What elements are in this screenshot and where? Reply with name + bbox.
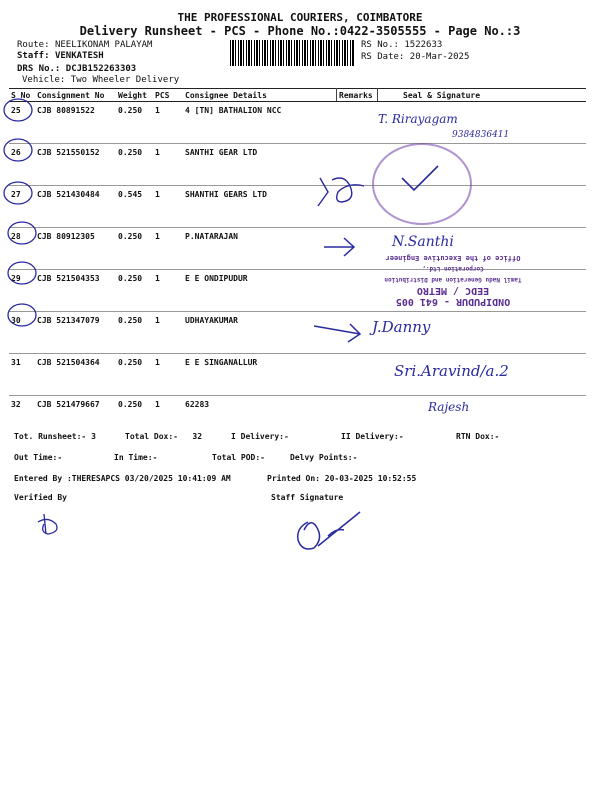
col-pcs: PCS	[153, 89, 183, 102]
row28-arrow	[320, 232, 360, 262]
i-delivery: I Delivery:-	[231, 432, 289, 441]
delvy-points: Delvy Points:-	[290, 453, 358, 462]
total-dox: Total Dox:- 32	[125, 432, 203, 441]
row30-signature: J.Danny	[372, 318, 431, 336]
table-row: 25 CJB 80891522 0.250 1 4 [TN] BATHALION NCC	[9, 102, 586, 144]
row32-signature: Rajesh	[428, 400, 470, 414]
table-row: 30 CJB 521347079 0.250 1 UDHAYAKUMAR	[9, 312, 586, 354]
stamp-line3: EEDC / METRO	[416, 285, 490, 296]
table-row: 31 CJB 521504364 0.250 1 E E SINGANALLUR	[9, 354, 586, 396]
verified-by-signature	[34, 510, 64, 540]
col-consignee: Consignee Details	[183, 89, 337, 102]
vehicle-line: Vehicle: Two Wheeler Delivery	[22, 75, 180, 85]
stamp-line1: Office of the Executive Engineer	[385, 254, 521, 262]
col-seal-signature: Seal & Signature	[381, 89, 586, 102]
header-divider-seal	[377, 88, 378, 101]
row31-signature: Sri.Aravind/a.2	[394, 362, 509, 380]
drs-line: DRS No.: DCJB152263303	[17, 64, 137, 74]
in-time: In Time:-	[114, 453, 158, 462]
total-pod: Total POD:-	[212, 453, 265, 462]
ii-delivery: II Delivery:-	[341, 432, 404, 441]
table-row: 32 CJB 521479667 0.250 1 62283	[11, 400, 210, 409]
vehicle-value: Two Wheeler Delivery	[70, 75, 180, 85]
staff-signature-label: Staff Signature	[271, 493, 344, 502]
rs-date-line: RS Date: 20-Mar-2025	[361, 52, 470, 62]
company-name: THE PROFESSIONAL COURIERS, COIMBATORE	[177, 11, 423, 24]
staff-signature	[288, 508, 368, 558]
stamp-signature-mark	[396, 160, 446, 200]
rs-date-value: 20-Mar-2025	[409, 52, 470, 62]
drs-value: DCJB152263303	[65, 64, 137, 74]
row25-receiver-phone: 9384836411	[452, 130, 510, 140]
col-sno: S No	[9, 89, 35, 102]
rs-no-value: 1522633	[404, 40, 443, 50]
col-consignment: Consignment No	[35, 89, 116, 102]
table-header-row	[9, 89, 586, 102]
route-line: Route: NEELIKONAM PALAYAM	[17, 40, 153, 50]
route-value: NEELIKONAM PALAYAM	[54, 40, 153, 50]
stamp-line2: Tamil Nadu Generation and Distribution Corporation Ltd.,	[384, 265, 522, 283]
office-stamp	[378, 254, 528, 307]
printed-on: Printed On: 20-03-2025 10:52:55	[267, 474, 417, 483]
out-time: Out Time:-	[14, 453, 63, 462]
staff-line: Staff: VENKATESH	[17, 51, 104, 61]
row28-signature: N.Santhi	[392, 234, 454, 250]
row27-signature-mark	[314, 172, 374, 212]
entered-by: Entered By :THERESAPCS 03/20/2025 10:41:09 AM	[14, 474, 231, 483]
row30-arrow	[310, 318, 370, 348]
barcode	[230, 40, 354, 66]
tot-runsheet: Tot. Runsheet:- 3	[14, 432, 96, 441]
table-row: 28 CJB 80912305 0.250 1 P.NATARAJAN	[9, 228, 586, 270]
verified-by: Verified By	[14, 493, 67, 502]
col-remarks: Remarks	[337, 89, 381, 102]
sno-circles	[0, 95, 60, 335]
rs-no-line: RS No.: 1522633	[361, 40, 443, 50]
row25-receiver-name: T. Rirayagam	[378, 112, 458, 126]
runsheet-title: Delivery Runsheet - PCS - Phone No.:0422-3505555 - Page No.:3	[79, 24, 521, 38]
staff-value: VENKATESH	[54, 51, 104, 61]
col-weight: Weight	[116, 89, 153, 102]
table-row: 29 CJB 521504353 0.250 1 E E ONDIPUDUR	[9, 270, 586, 312]
stamp-line4: ONDIPUDUR - 641 005	[395, 296, 511, 307]
header-divider-remarks	[336, 88, 337, 101]
table-row: 27 CJB 521430484 0.545 1 SHANTHI GEARS LTD	[9, 186, 586, 228]
table-row: 26 CJB 521550152 0.250 1 SANTHI GEAR LTD	[9, 144, 586, 186]
rtn-dox: RTN Dox:-	[456, 432, 500, 441]
